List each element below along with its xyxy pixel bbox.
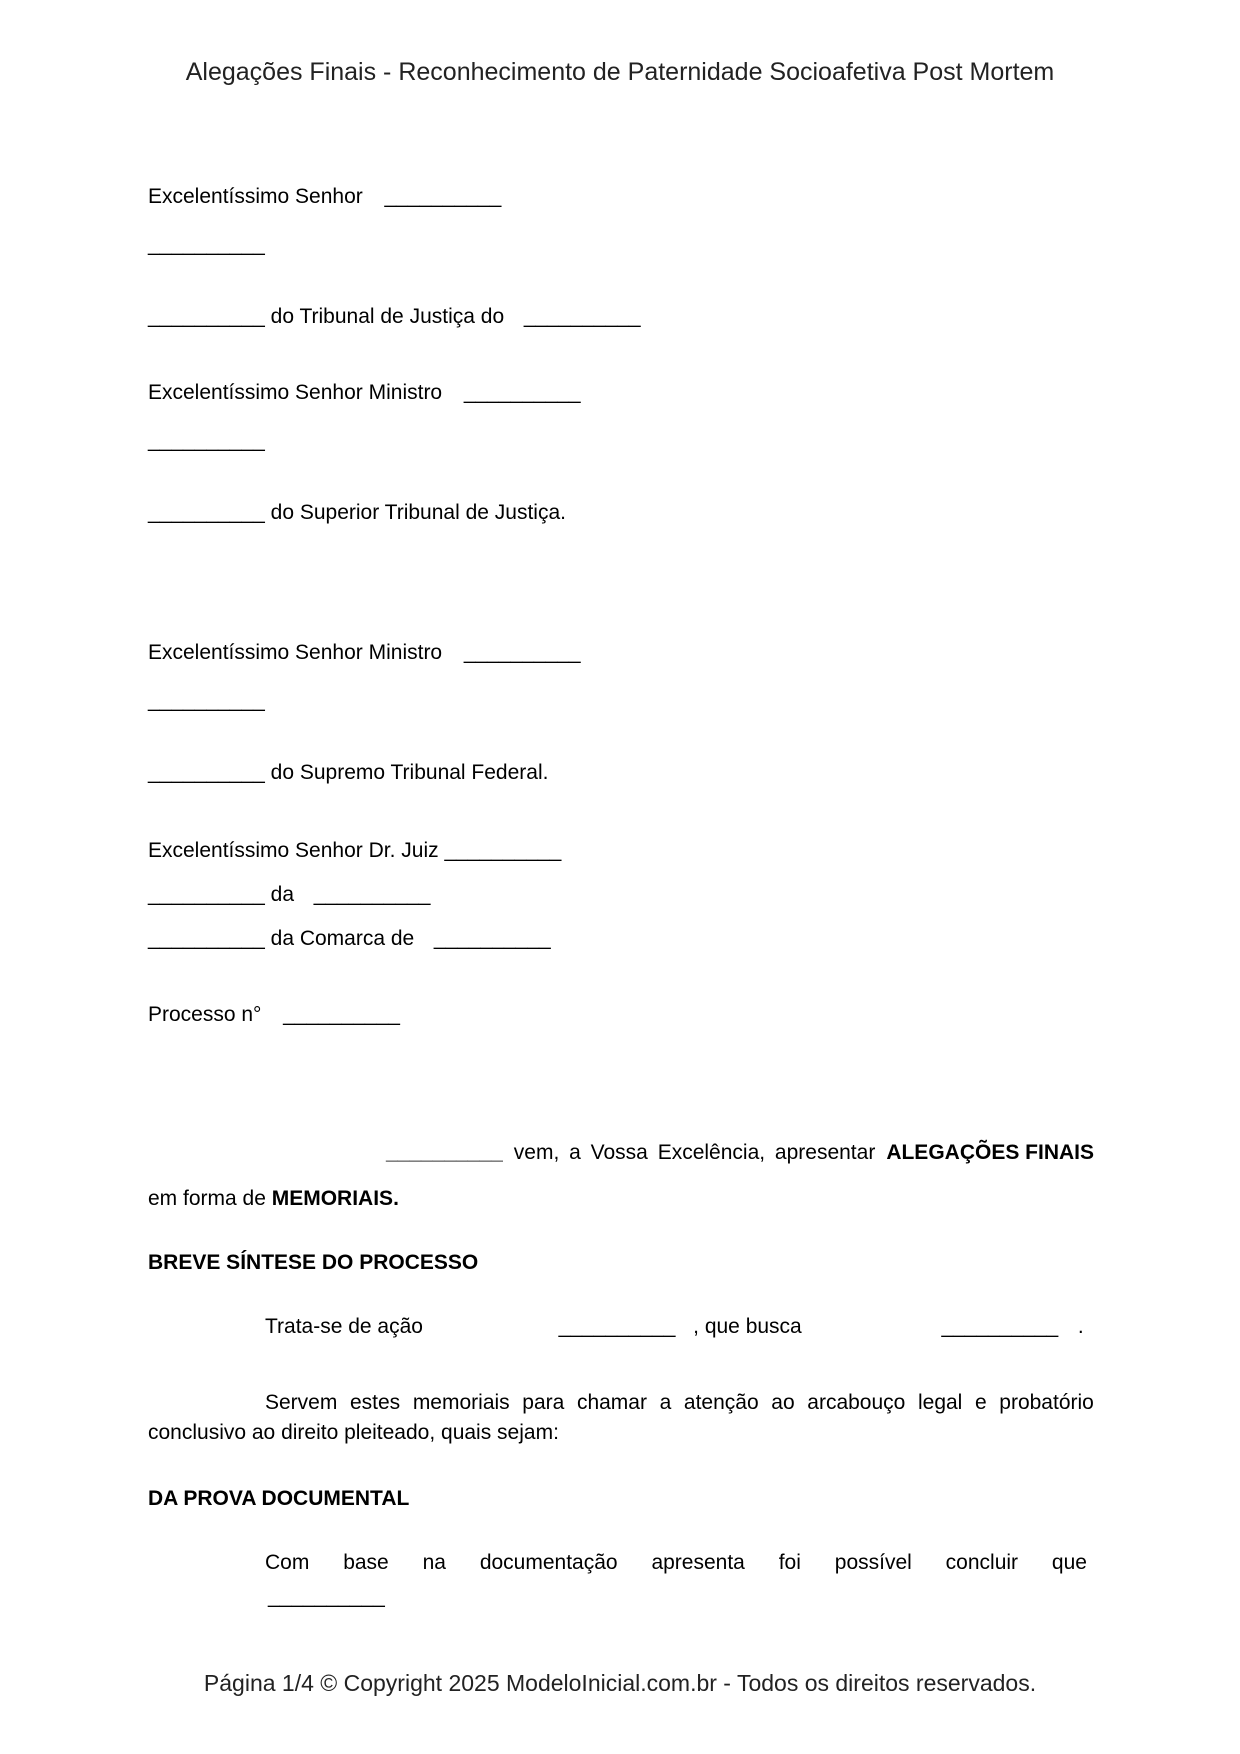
intro-text: em forma de [148, 1187, 266, 1210]
blank-field[interactable]: __________ [148, 501, 265, 524]
blank-field[interactable]: __________ [444, 839, 562, 862]
address-text: Excelentíssimo Senhor Ministro [148, 641, 443, 664]
word: legal [917, 1391, 963, 1414]
address-text: do Supremo Tribunal Federal. [270, 761, 549, 784]
section2-paragraph-1-line-2 [268, 1584, 385, 1610]
address-text: Excelentíssimo Senhor Dr. Juiz [148, 839, 439, 862]
party-name-field[interactable]: __________ [386, 1141, 503, 1164]
address-line-5 [148, 428, 265, 454]
word: na [422, 1551, 446, 1574]
process-number-field[interactable]: __________ [283, 1003, 400, 1026]
intro-line-1 [386, 1140, 1094, 1166]
address-text: Excelentíssimo Senhor [148, 185, 363, 208]
word: apresenta [651, 1551, 745, 1574]
blank-field[interactable]: __________ [558, 1315, 676, 1338]
address-line-1 [148, 184, 501, 210]
address-line-11 [148, 882, 430, 908]
word: foi [778, 1551, 801, 1574]
blank-field[interactable]: __________ [148, 233, 265, 256]
paragraph-text: Trata-se de ação [265, 1315, 423, 1338]
blank-field[interactable]: __________ [523, 305, 641, 328]
process-number-line [148, 1002, 400, 1028]
page-header: Alegações Finais - Reconhecimento de Paternidade Socioafetiva Post Mortem [185, 58, 1055, 86]
word: probatório [999, 1391, 1094, 1414]
address-line-2 [148, 232, 265, 258]
address-line-8 [148, 688, 265, 714]
address-text: do Superior Tribunal de Justiça. [270, 501, 566, 524]
address-text: da [270, 883, 294, 906]
intro-line-2 [148, 1186, 399, 1212]
section-title-prova-documental: DA PROVA DOCUMENTAL [148, 1487, 410, 1510]
word: estes [349, 1391, 401, 1414]
blank-field[interactable]: __________ [268, 1585, 385, 1608]
word: memoriais [412, 1391, 510, 1414]
section1-paragraph-2-line-2: conclusivo ao direito pleiteado, quais sejam: [148, 1421, 559, 1444]
blank-field[interactable]: __________ [463, 641, 581, 664]
address-line-9 [148, 760, 548, 786]
blank-field[interactable]: __________ [941, 1315, 1059, 1338]
address-line-10 [148, 838, 561, 864]
address-line-4 [148, 380, 581, 406]
address-line-7 [148, 640, 581, 666]
blank-field[interactable]: __________ [148, 883, 265, 906]
word: a [659, 1391, 672, 1414]
intro-text: vem, a Vossa Excelência, apresentar [513, 1141, 876, 1164]
intro-bold-text: ALEGAÇÕES FINAIS [886, 1141, 1094, 1164]
blank-field[interactable]: __________ [148, 429, 265, 452]
process-label: Processo n° [148, 1003, 262, 1026]
word: que [1051, 1551, 1087, 1574]
blank-field[interactable]: __________ [148, 689, 265, 712]
word: e [974, 1391, 987, 1414]
blank-field[interactable]: __________ [313, 883, 431, 906]
section1-paragraph-2-line-1 [265, 1390, 1094, 1416]
intro-bold-text: MEMORIAIS. [271, 1187, 399, 1210]
word: arcabouço [807, 1391, 906, 1414]
paragraph-text: . [1077, 1315, 1084, 1338]
address-line-6 [148, 500, 566, 526]
word: chamar [576, 1391, 647, 1414]
word: concluir [945, 1551, 1019, 1574]
page-footer: Página 1/4 © Copyright 2025 ModeloInicial.com.br - Todos os direitos reservados. [203, 1670, 1037, 1696]
address-text: Excelentíssimo Senhor Ministro [148, 381, 443, 404]
paragraph-text: , que busca [693, 1315, 802, 1338]
blank-field[interactable]: __________ [148, 927, 265, 950]
blank-field[interactable]: __________ [433, 927, 551, 950]
section-title-sintese: BREVE SÍNTESE DO PROCESSO [148, 1251, 479, 1274]
word: Servem [265, 1391, 338, 1414]
word: possível [834, 1551, 912, 1574]
word: atenção [683, 1391, 759, 1414]
address-text: do Tribunal de Justiça do [270, 305, 505, 328]
word: para [522, 1391, 565, 1414]
blank-field[interactable]: __________ [148, 305, 265, 328]
address-line-3 [148, 304, 641, 330]
word: documentação [479, 1551, 618, 1574]
blank-field[interactable]: __________ [463, 381, 581, 404]
section1-paragraph-1 [265, 1314, 1084, 1340]
blank-field[interactable]: __________ [384, 185, 502, 208]
word: Com [265, 1551, 310, 1574]
word: base [343, 1551, 389, 1574]
address-line-12 [148, 926, 551, 952]
address-text: da Comarca de [270, 927, 415, 950]
blank-field[interactable]: __________ [148, 761, 265, 784]
word: ao [771, 1391, 795, 1414]
section2-paragraph-1-line-1 [265, 1550, 1087, 1576]
